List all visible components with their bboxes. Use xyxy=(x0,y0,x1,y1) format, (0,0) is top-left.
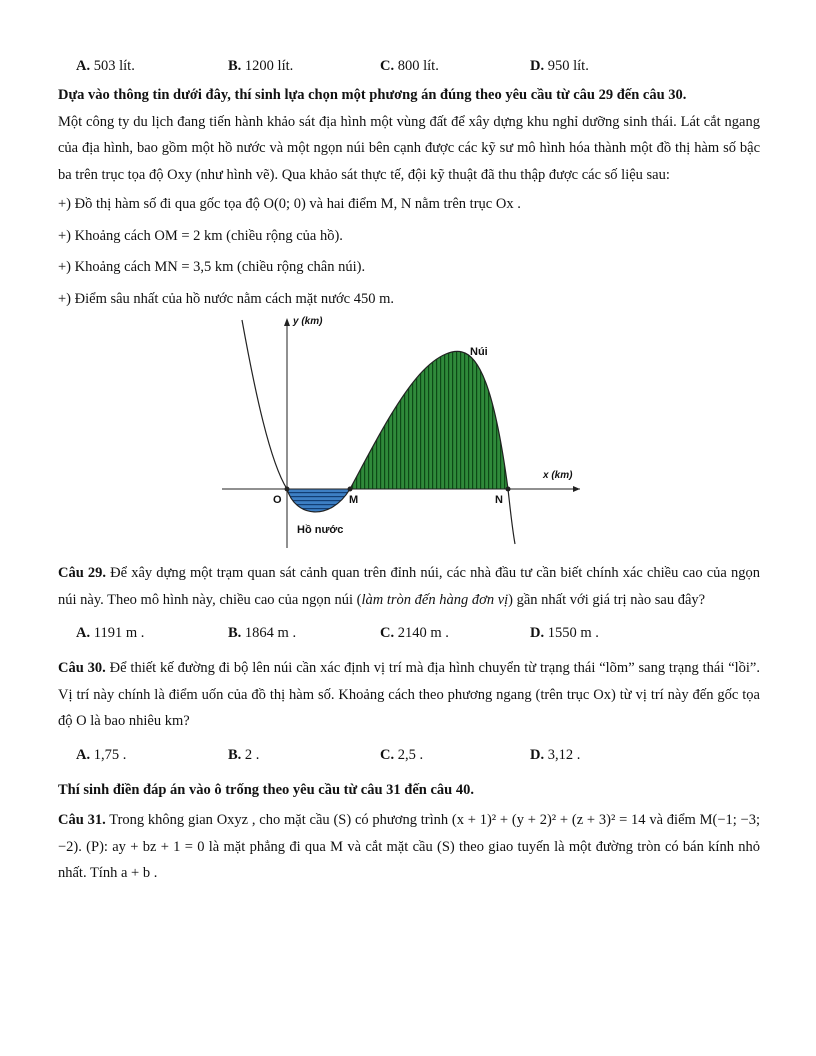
q31-text-3: M(−1; −3; −2). (P): ay + bz + 1 = 0 là mặt phẳng đi qua M và cắt mặt cầu (S) theo giao tuyến là một đường tròn có bán kính nhỏ nhất. Tính a + b . xyxy=(58,812,761,881)
mountain-label: Núi xyxy=(470,346,488,358)
terrain-figure xyxy=(0,312,816,552)
q30-label: Câu 30. xyxy=(58,660,106,676)
q29-text: Để xây dựng một trạm quan sát cảnh quan trên đỉnh núi, các nhà đầu tư cần biết chính xác chiều cao của ngọn núi này. Theo mô hình này, chiều cao của ngọn núi ( xyxy=(58,565,760,608)
q29-text-end: ) gần nhất với giá trị nào sau đây? xyxy=(508,591,706,608)
q28-options xyxy=(58,52,760,78)
terrain-graph xyxy=(0,312,816,552)
q31-text-1: Trong không gian Oxyz , cho mặt cầu (S) có phương trình xyxy=(105,812,452,828)
point-o xyxy=(285,487,290,492)
q30-text: Để thiết kế đường đi bộ lên núi cần xác định vị trí mà địa hình chuyển từ trạng thái “lõm” sang trạng thái “lồi”. Vị trí này chính là điểm uốn của đồ thị hàm số. Khoảng cách theo phương ngang (trên trục Ox) từ vị trí này đến gốc tọa độ O là bao nhiêu km? xyxy=(58,660,760,729)
fact-4: +) Điểm sâu nhất của hồ nước nằm cách mặt nước 450 m. xyxy=(58,290,394,307)
mountain-area xyxy=(350,351,508,489)
m-label: M xyxy=(349,494,359,506)
q29-italic: làm tròn đến hàng đơn vị xyxy=(361,591,509,608)
q30-stem xyxy=(58,655,760,735)
q29-label: Câu 29. xyxy=(58,565,107,581)
y-axis-arrow xyxy=(284,318,290,326)
q30-option-d[interactable]: D. 3,12 . xyxy=(530,746,581,763)
origin-label: O xyxy=(273,494,282,506)
q30-option-c[interactable]: C. 2,5 . xyxy=(380,746,424,763)
q29-option-a[interactable]: A. 1191 m . xyxy=(76,625,145,641)
q29-option-d[interactable]: D. 1550 m . xyxy=(530,625,599,641)
fact-3: +) Khoảng cách MN = 3,5 km (chiều rộng chân núi). xyxy=(58,259,366,275)
q28-option-a[interactable]: A. 503 lít. xyxy=(76,58,135,74)
q31-label: Câu 31. xyxy=(58,812,106,828)
q29-stem xyxy=(58,560,760,613)
q29-option-b[interactable]: B. 1864 m . xyxy=(228,625,297,641)
q30-option-b[interactable]: B. 2 . xyxy=(228,746,260,763)
point-n xyxy=(506,487,511,492)
intro-text: Một công ty du lịch đang tiến hành khảo sát địa hình một vùng đất để xây dựng khu nghỉ dưỡng sinh thái. Lát cắt ngang của địa hình, bao gồm một hồ nước và một ngọn núi bên cạnh được các kỹ sư mô hình hóa thành một đồ thị hàm số bậc ba trên trục tọa độ Oxy (như hình vẽ). Qua khảo sát thực tế, đội kỹ thuật đã thu thập được các số liệu sau: xyxy=(58,113,760,183)
lake-label: Hồ nước xyxy=(297,524,344,536)
point-m xyxy=(348,487,353,492)
fact-1: +) Đồ thị hàm số đi qua gốc tọa độ O(0; 0) và hai điểm M, N nằm trên trục Ox . xyxy=(58,196,521,212)
q30-options xyxy=(58,741,760,767)
q28-option-b[interactable]: B. 1200 lít. xyxy=(228,58,294,74)
document-page xyxy=(58,52,760,887)
q31-stem xyxy=(58,807,760,887)
q29-option-c[interactable]: C. 2140 m . xyxy=(380,625,449,641)
intro-heading: Dựa vào thông tin dưới đây, thí sinh lựa chọn một phương án đúng theo yêu cầu từ câu 29 đến câu 30. xyxy=(58,87,687,103)
n-label: N xyxy=(495,494,503,506)
q28-option-c[interactable]: C. 800 lít. xyxy=(380,58,439,74)
q30-option-a[interactable]: A. 1,75 . xyxy=(76,746,127,763)
q31-equation: (x + 1)² + (y + 2)² + (z + 3)² = 14 xyxy=(451,812,646,828)
q28-option-d[interactable]: D. 950 lít. xyxy=(530,58,589,74)
q29-options xyxy=(58,619,760,645)
x-axis-label: x (km) xyxy=(543,470,573,481)
q31-text-2: và điểm xyxy=(645,812,700,828)
fact-2: +) Khoảng cách OM = 2 km (chiều rộng của hồ). xyxy=(58,227,343,244)
x-axis-arrow xyxy=(573,486,580,492)
y-axis-label: y (km) xyxy=(293,316,323,327)
section2-heading: Thí sinh điền đáp án vào ô trống theo yêu cầu từ câu 31 đến câu 40. xyxy=(58,781,474,798)
